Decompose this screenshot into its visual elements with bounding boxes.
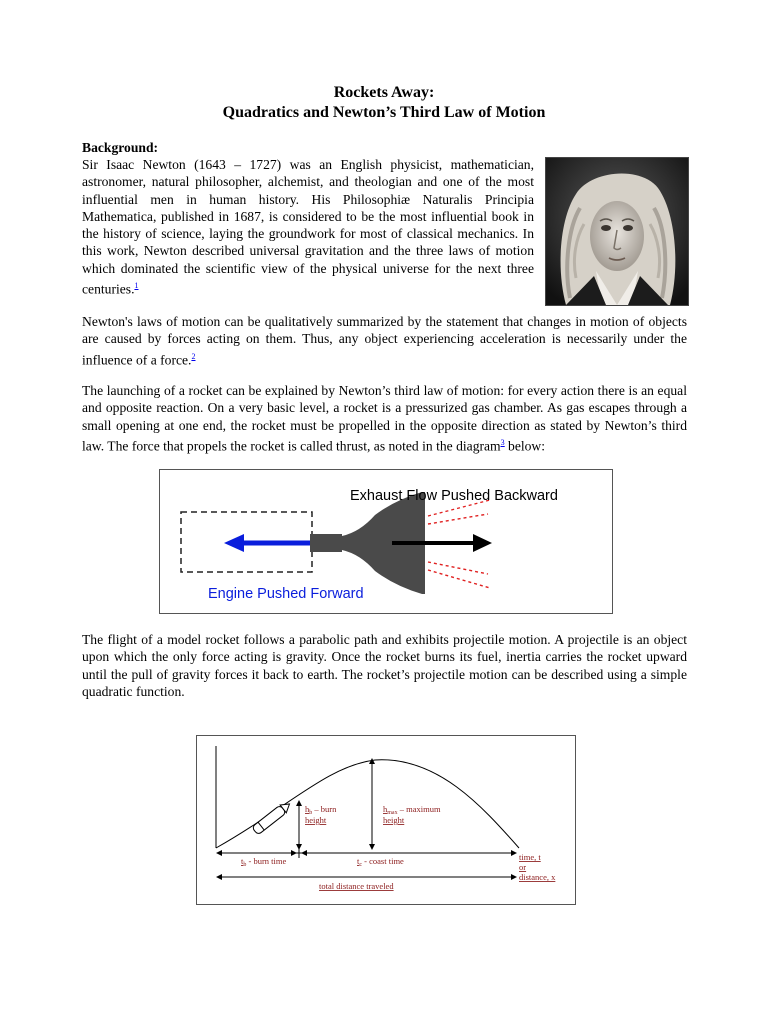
isaac-newton-portrait-icon	[546, 158, 688, 305]
background-heading: Background:	[82, 140, 159, 155]
title-line-1: Rockets Away:	[333, 84, 435, 101]
axis-time-label: time, t	[519, 852, 541, 862]
engine-arrow-icon	[224, 534, 244, 552]
burn-height-label-2: height	[305, 815, 327, 825]
footnote-ref[interactable]: 1	[134, 281, 139, 291]
paragraph-text: Sir Isaac Newton (1643 – 1727) was an English physicist, mathematician, astronomer, natural philosopher, alchemist, and theologian and one of the most influential men in human history. His Philosophiæ Naturalis Principia Mathematica, published in 1687, is considered to be the most influential book in the history of science, laying the groundwork for most of classical mechanics. In this work, Newton described universal gravitation and the three laws of motion which dominated the scientific view of the physical universe for the next three centuries.	[82, 157, 534, 297]
engine-neck	[310, 534, 342, 552]
rocket-icon	[252, 800, 293, 835]
paragraph-projectile-motion	[82, 631, 687, 700]
paragraph-text: The flight of a model rocket follows a parabolic path and exhibits projectile motion. A projectile is an object upon which the only force acting is gravity. Once the rocket burns its fuel, inertia carries the rocket upward until the pull of gravity forces it back to earth. The rocket’s projectile motion can be described using a simple quadratic function.	[82, 632, 687, 699]
exhaust-arrow-icon	[473, 534, 492, 552]
thrust-diagram	[159, 469, 613, 614]
footnote-ref[interactable]: 3	[500, 437, 505, 447]
axis-or-label: or	[519, 862, 527, 872]
paragraph-text: Newton's laws of motion can be qualitatively summarized by the statement that changes in motion of objects are caused by forces acting on them. Thus, any object experiencing acceleration is necessarily under the influence of a force.	[82, 314, 687, 368]
flight-path-diagram	[196, 735, 576, 905]
paragraph-text: The launching of a rocket can be explained by Newton’s third law of motion: for every action there is an equal and opposite reaction. On a very basic level, a rocket is a pressurized gas chamber. As gas escapes through a small opening at one end, the rocket must be propelled in the opposite direction as stated by Newton’s third law. The force that propels the rocket is called thrust, as noted in the diagram	[82, 383, 687, 454]
engine-label: Engine Pushed Forward	[208, 586, 364, 602]
max-height-label: $h_{max}$ – maximum	[383, 804, 441, 816]
footnote-link-1[interactable]	[134, 281, 138, 290]
burn-height-label: $h_b$ – burn	[305, 804, 337, 816]
title-line-2: Quadratics and Newton’s Third Law of Motion	[222, 104, 546, 121]
total-distance-label: total distance traveled	[319, 881, 394, 891]
axis-distance-label: distance, x	[519, 872, 556, 882]
footnote-link-2[interactable]	[191, 352, 195, 361]
thrust-diagram-graphic	[160, 470, 612, 613]
flight-curve	[216, 760, 519, 848]
newton-portrait	[545, 157, 689, 306]
max-height-label-2: height	[383, 815, 405, 825]
paragraph-rocket-launch	[82, 382, 687, 455]
burn-time-label: $t_b$ - burn time	[241, 856, 287, 868]
flight-path-graphic	[197, 736, 575, 904]
paragraph-newton-bio	[82, 156, 534, 298]
footnote-ref[interactable]: 2	[191, 351, 196, 361]
coast-time-label: $t_c$ - coast time	[357, 856, 404, 868]
exhaust-label: Exhaust Flow Pushed Backward	[350, 488, 558, 504]
paragraph-text-tail: below:	[504, 438, 546, 454]
paragraph-laws-summary	[82, 313, 687, 368]
